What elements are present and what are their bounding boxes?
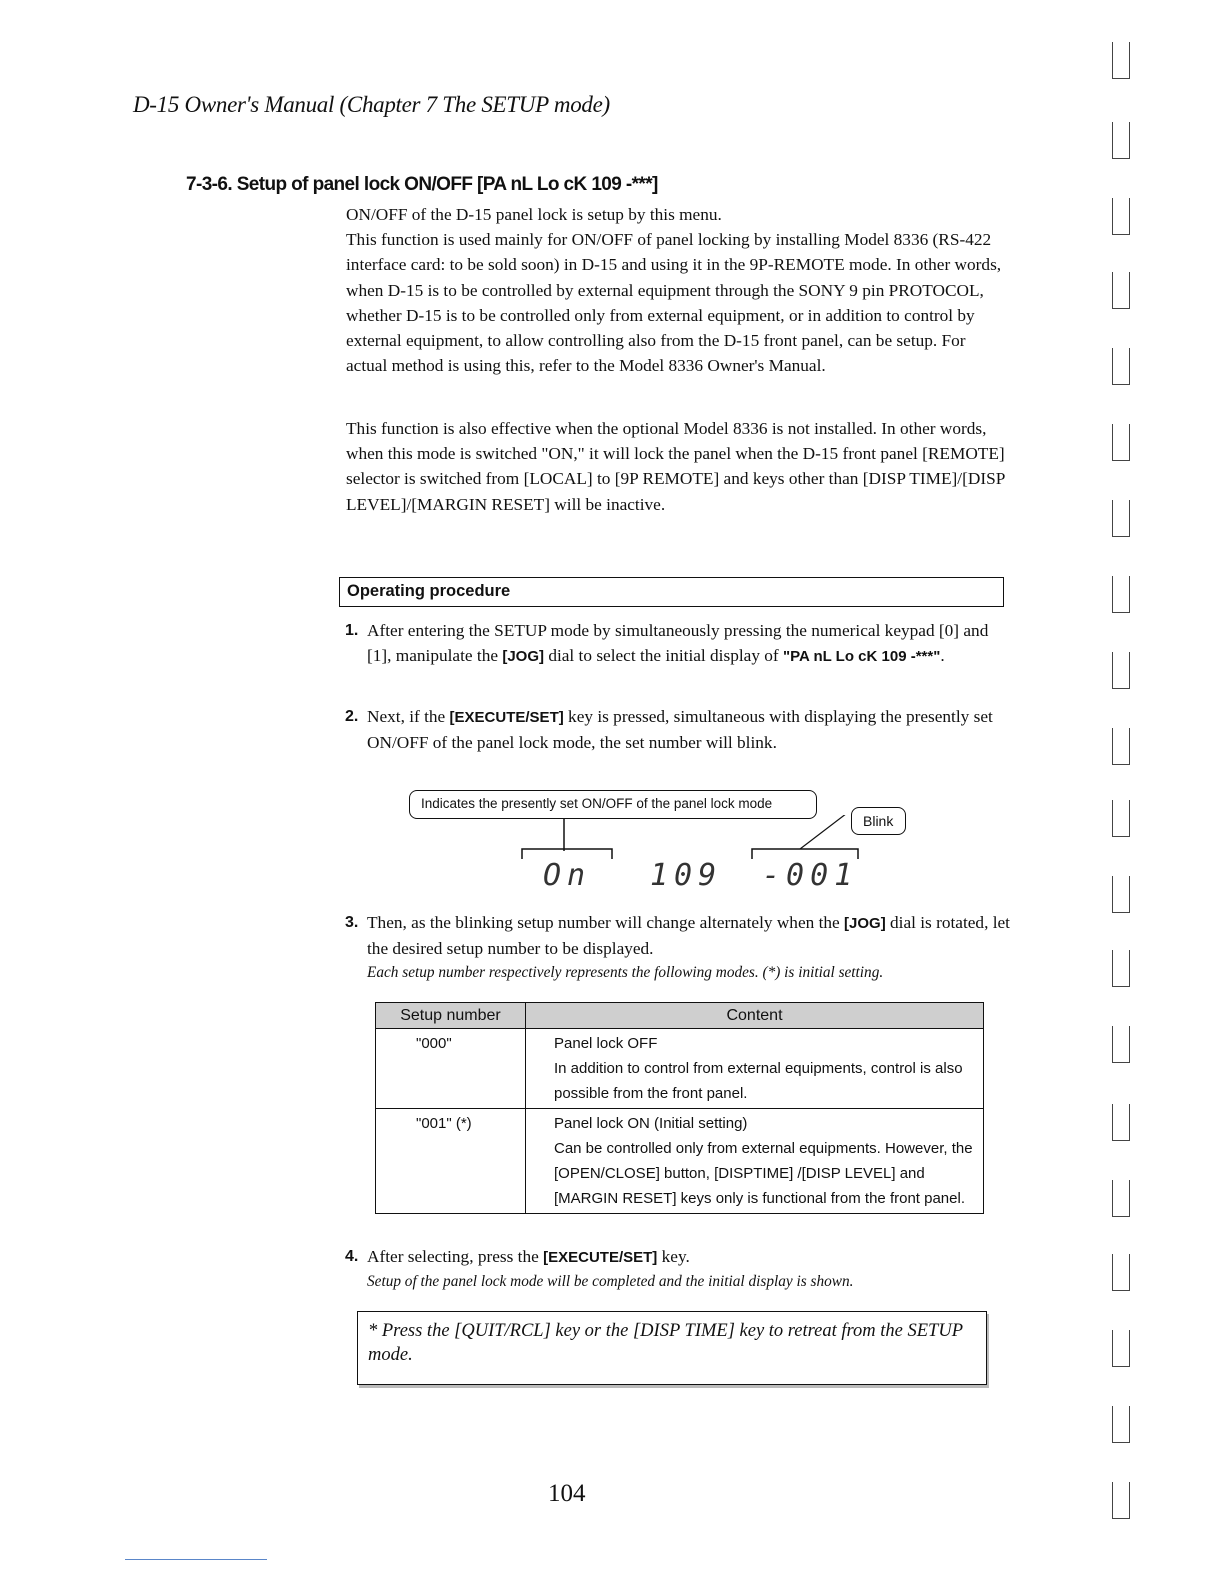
- binding-mark: [1112, 1026, 1130, 1063]
- blink-leader-line: [800, 815, 855, 849]
- binding-mark: [1112, 950, 1130, 987]
- intro-paragraph-3: [346, 416, 1011, 517]
- step-4-text-b: key.: [657, 1247, 690, 1266]
- step-2: [345, 704, 1010, 755]
- intro-paragraph-2: This function is used mainly for ON/OFF of panel locking by installing Model 8336 (RS-422 interface card: to be sold soon) in D-15 and using it in the 9P-REMOTE mode. In other words, when D-15 is to be controlled by external equipment through the SONY 9 pin PROTOCOL, whether D-15 is to be controlled only from external equipment, or in addition to control by external equipment, to allow controlling also from the D-15 front panel, can be setup. For actual method is using this, refer to the Model 8336 Owner's Manual.: [346, 230, 1002, 376]
- content-line-1: Panel lock ON (Initial setting): [554, 1115, 748, 1132]
- step-4-note: Setup of the panel lock mode will be completed and the initial display is shown.: [367, 1273, 854, 1290]
- binding-mark: [1112, 424, 1130, 461]
- step-4-text-a: After selecting, press the: [367, 1247, 544, 1266]
- setup-number-table: [375, 1002, 984, 1214]
- step-2-key: [EXECUTE/SET]: [449, 709, 564, 726]
- step-1-key: [JOG]: [502, 648, 544, 665]
- display-set-number: -001: [762, 858, 859, 893]
- step-1-text-a: After entering the SETUP mode by simultaneously pressing the numerical keypad [0] and [1], manipulate the: [367, 621, 989, 665]
- step-1-number: 1.: [345, 622, 359, 639]
- binding-mark: [1112, 1104, 1130, 1141]
- procedure-heading: Operating procedure: [347, 582, 511, 600]
- content-line-1: Panel lock OFF: [554, 1035, 658, 1052]
- setup-number-cell: "001" (*): [376, 1109, 526, 1214]
- footer-rule: [125, 1559, 267, 1560]
- content-line-2: Can be controlled only from external equipments. However, the [OPEN/CLOSE] button, [DISPTIME] /[DISP LEVEL] and [MARGIN RESET] keys only is functional from the front panel.: [554, 1140, 973, 1207]
- step-2-text-a: Next, if the: [367, 707, 450, 726]
- step-3-key: [JOG]: [844, 915, 886, 932]
- binding-mark: [1112, 728, 1130, 765]
- binding-mark: [1112, 1330, 1130, 1367]
- binding-mark: [1112, 876, 1130, 913]
- step-1-text-c: .: [940, 646, 945, 665]
- binding-mark: [1112, 500, 1130, 537]
- binding-mark: [1112, 576, 1130, 613]
- col-setup-number: Setup number: [376, 1003, 526, 1029]
- binding-mark: [1112, 198, 1130, 235]
- binding-mark: [1112, 1482, 1130, 1519]
- step-3-number: 3.: [345, 914, 359, 931]
- step-4: [345, 1244, 1010, 1294]
- step-4-key: [EXECUTE/SET]: [543, 1249, 658, 1266]
- binding-mark: [1112, 1180, 1130, 1217]
- step-3-note: Each setup number respectively represents the following modes. (*) is initial setting.: [367, 964, 884, 981]
- binding-mark: [1112, 42, 1130, 79]
- intro-paragraph-1: ON/OFF of the D-15 panel lock is setup by this menu.: [346, 205, 722, 224]
- binding-mark: [1112, 122, 1130, 159]
- display-on: On: [543, 858, 592, 893]
- tip-text: * Press the [QUIT/RCL] key or the [DISP TIME] key to retreat from the SETUP mode.: [368, 1321, 963, 1365]
- binding-mark: [1112, 1254, 1130, 1291]
- section-title: 7-3-6. Setup of panel lock ON/OFF [PA nL Lo cK 109 -***]: [186, 174, 658, 195]
- step-2-number: 2.: [345, 708, 359, 725]
- page-number: 104: [548, 1480, 586, 1507]
- content-cell: [526, 1109, 984, 1214]
- intro-paragraph-3-text: This function is also effective when the optional Model 8336 is not installed. In other words, when this mode is switched "ON," it will lock the panel when the D-15 front panel [REMOTE] selector is switched from [LOCAL] to [9P REMOTE] and keys other than [DISP TIME]/[DISP LEVEL]/[MARGIN RESET] will be inactive.: [346, 419, 1005, 514]
- binding-mark: [1112, 1406, 1130, 1443]
- display-menu-number: 109: [650, 858, 723, 893]
- indicator-callout-text: Indicates the presently set ON/OFF of the panel lock mode: [421, 796, 773, 811]
- binding-mark: [1112, 272, 1130, 309]
- setup-number-cell: "000": [376, 1029, 526, 1109]
- tip-box: [357, 1311, 987, 1385]
- table-row: [376, 1029, 984, 1109]
- binding-mark: [1112, 652, 1130, 689]
- binding-mark: [1112, 348, 1130, 385]
- step-1: [345, 618, 1010, 669]
- step-1-text-b: dial to select the initial display of: [544, 646, 784, 665]
- step-2-text-b: key is pressed, simultaneous with displaying the presently set ON/OFF of the panel lock mode, the set number will blink.: [367, 707, 993, 752]
- step-3-text-b: dial is rotated, let the desired setup number to be displayed.: [367, 913, 1010, 958]
- step-3: [345, 910, 1010, 985]
- binding-mark: [1112, 800, 1130, 837]
- intro-text: [346, 202, 1011, 378]
- table-row: [376, 1109, 984, 1214]
- step-3-text-a: Then, as the blinking setup number will change alternately when the: [367, 913, 845, 932]
- content-line-2: In addition to control from external equipments, control is also possible from the front panel.: [554, 1060, 963, 1102]
- col-content: Content: [526, 1003, 984, 1029]
- step-1-display: "PA nL Lo cK 109 -***": [783, 648, 941, 665]
- procedure-heading-box: [339, 577, 1004, 607]
- step-4-number: 4.: [345, 1248, 359, 1265]
- content-cell: [526, 1029, 984, 1109]
- running-head: D-15 Owner's Manual (Chapter 7 The SETUP mode): [133, 92, 610, 117]
- blink-callout-text: Blink: [863, 813, 894, 829]
